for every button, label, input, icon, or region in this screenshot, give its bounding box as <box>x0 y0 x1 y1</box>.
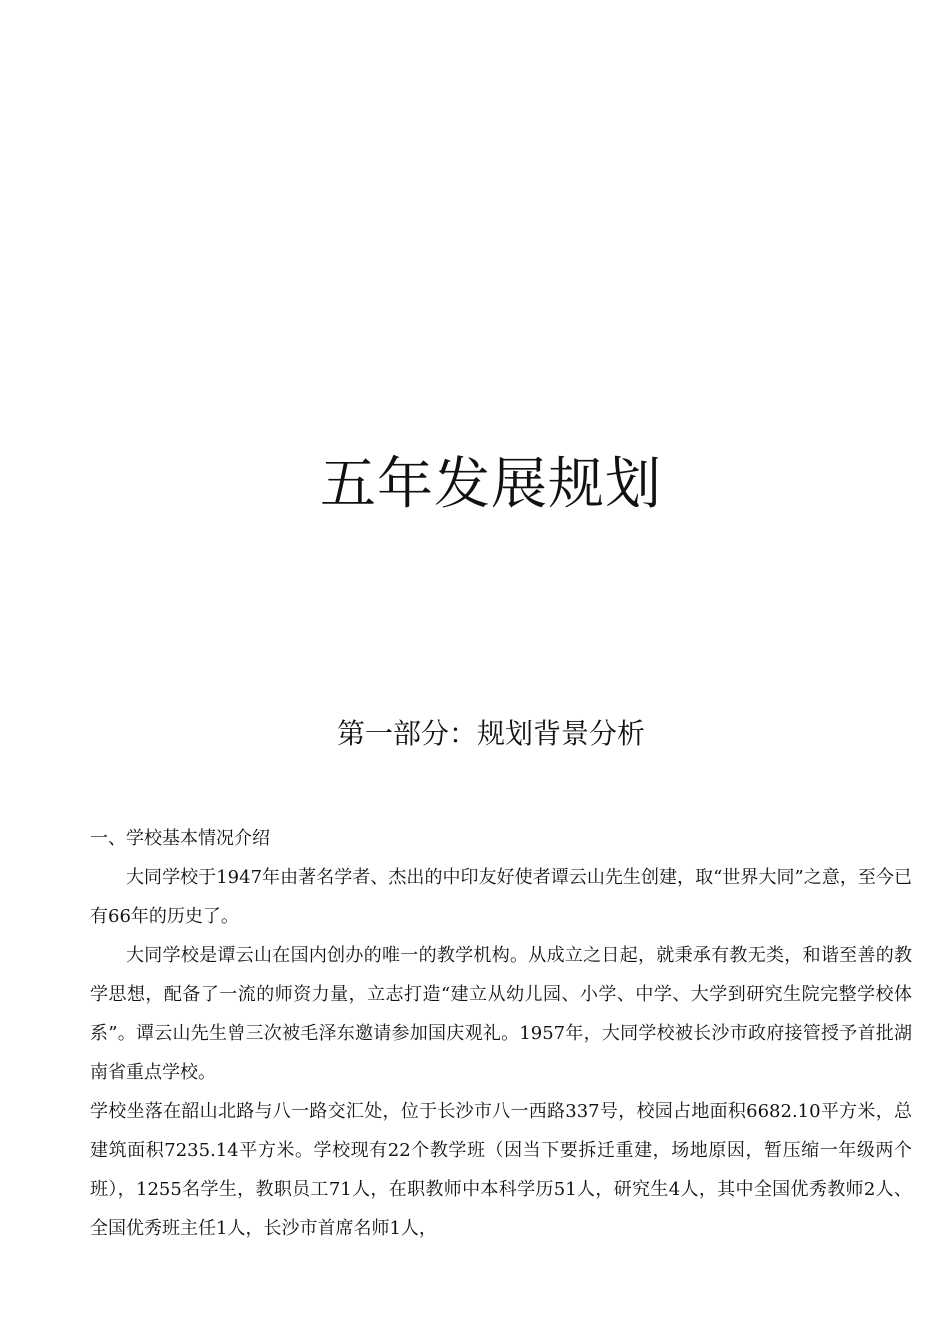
paragraph-founding: 大同学校于1947年由著名学者、杰出的中印友好使者谭云山先生创建，取“世界大同”之意，至今已有66年的历史了。 <box>90 867 912 927</box>
document-body <box>90 819 912 1248</box>
paragraph-history: 大同学校是谭云山在国内创办的唯一的教学机构。从成立之日起，就秉承有教无类，和谐至善的教学思想，配备了一流的师资力量，立志打造“建立从幼儿园、小学、中学、大学到研究生院完整学校体系”。谭云山先生曾三次被毛泽东邀请参加国庆观礼。1957年，大同学校被长沙市政府接管授予首批湖南省重点学校。 <box>90 945 912 1083</box>
part-heading: 第一部分：规划背景分析 <box>336 717 645 750</box>
paragraph-campus: 学校坐落在韶山北路与八一路交汇处，位于长沙市八一西路337号，校园占地面积6682.10平方米，总建筑面积7235.14平方米。学校现有22个教学班（因当下要拆迁重建，场地原因，暂压缩一年级两个班），1255名学生，教职员工71人，在职教师中本科学历51人，研究生4人，其中全国优秀教师2人、全国优秀班主任1人，长沙市首席名师1人， <box>90 1101 912 1239</box>
document-title: 五年发展规划 <box>320 452 662 517</box>
section-heading: 一、学校基本情况介绍 <box>90 828 270 849</box>
